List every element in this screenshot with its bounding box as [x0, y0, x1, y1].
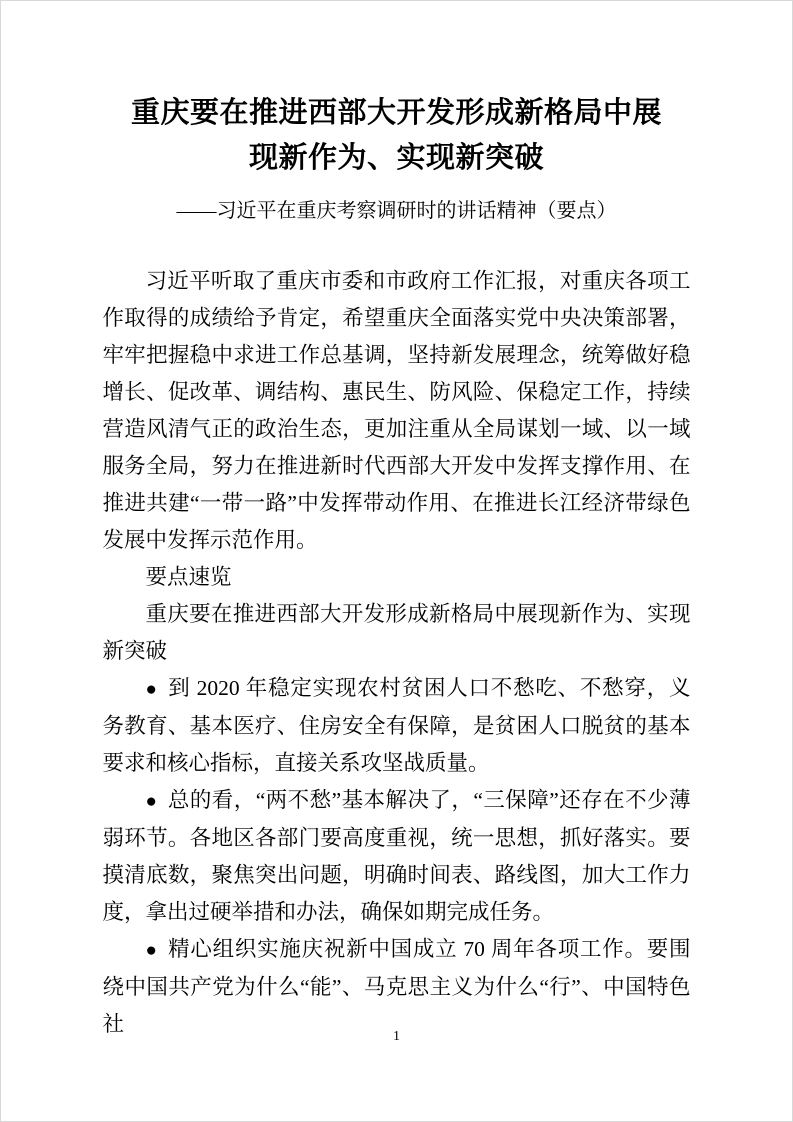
- document-title: 重庆要在推进西部大开发形成新格局中展现新作为、实现新突破: [130, 97, 662, 174]
- paragraph: [103, 559, 691, 596]
- paragraph-text: 习近平听取了重庆市委和市政府工作汇报，对重庆各项工作取得的成绩给予肯定，希望重庆全面落实党中央决策部署，牢牢把握稳中求进工作总基调，坚持新发展理念，统筹做好稳增长、促改革、调结构、惠民生、防风险、保稳定工作，持续营造风清气正的政治生态，更加注重从全局谋划一域、以一域服务全局，努力在推进新时代西部大开发中发挥支撑作用、在推进共建“一带一路”中发挥带动作用、在推进长江经济带绿色发展中发挥示范作用。: [102, 269, 691, 552]
- paragraph-text: 重庆要在推进西部大开发形成新格局中展现新作为、实现新突破: [102, 602, 691, 663]
- paragraph-text: 要点速览: [145, 565, 232, 589]
- paragraph: [103, 782, 691, 931]
- paragraph: [103, 931, 691, 1043]
- page-number: 1: [393, 1029, 400, 1044]
- document-body: [103, 263, 691, 1043]
- paragraph: [103, 263, 691, 559]
- paragraph-text: 精心组织实施庆祝新中国成立 70 周年各项工作。要围绕中国共产党为什么“能”、马克思主义为什么“行”、中国特色社: [102, 937, 691, 1036]
- document-content: [103, 1, 691, 1043]
- paragraph: [103, 596, 691, 670]
- document-subtitle: ——习近平在重庆考察调研时的讲话精神（要点）: [176, 200, 617, 222]
- paragraph-text: 到 2020 年稳定实现农村贫困人口不愁吃、不愁穿，义务教育、基本医疗、住房安全有保障，是贫困人口脱贫的基本要求和核心指标，直接关系攻坚战质量。: [102, 676, 691, 775]
- bullet-icon: ●: [145, 791, 158, 812]
- paragraph-text: 总的看，“两不愁”基本解决了，“三保障”还存在不少薄弱环节。各地区各部门要高度重视，统一思想，抓好落实。要摸清底数，聚焦突出问题，明确时间表、路线图，加大工作力度，拿出过硬举措和办法，确保如期完成任务。: [102, 788, 691, 924]
- bullet-icon: ●: [145, 679, 158, 700]
- paragraph: [103, 670, 691, 782]
- bullet-icon: ●: [145, 940, 158, 961]
